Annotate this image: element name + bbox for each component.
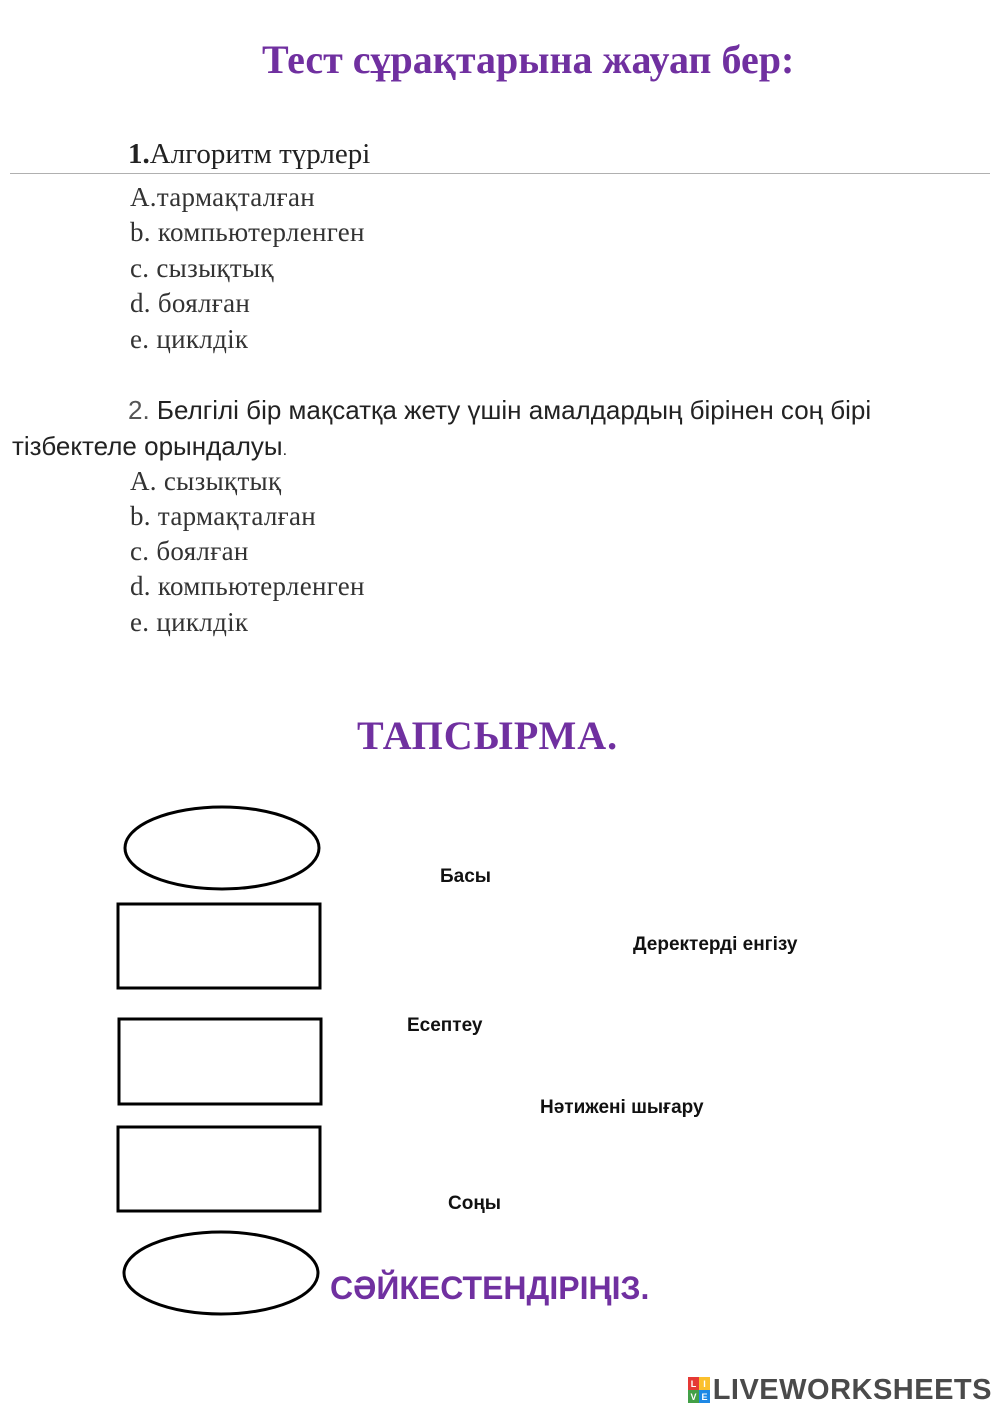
question-2-suffix: . — [282, 442, 288, 459]
input-box-dropzone[interactable] — [118, 904, 320, 988]
end-oval-dropzone[interactable] — [124, 1232, 318, 1314]
output-box-dropzone[interactable] — [118, 1127, 320, 1211]
label-end[interactable]: Соңы — [448, 1193, 502, 1214]
question-2-option-c[interactable]: с. боялған — [130, 536, 249, 566]
question-2-option-e[interactable]: е. циклдік — [130, 607, 249, 637]
question-1-option-d[interactable]: d. боялған — [130, 288, 251, 318]
brand-name: LIVEWORKSHEETS — [712, 1373, 992, 1406]
live-badge-letter-i: I — [702, 1379, 706, 1389]
question-2-option-a[interactable]: А. сызықтық — [130, 466, 282, 496]
question-1-option-c[interactable]: с. сызықтық — [130, 253, 274, 283]
label-start[interactable]: Басы — [440, 866, 492, 887]
question-1-option-e[interactable]: е. циклдік — [130, 324, 249, 354]
question-1-option-a[interactable]: А.тармақталған — [130, 182, 315, 212]
question-2-option-b[interactable]: b. тармақталған — [130, 501, 317, 531]
question-1-number: 1. — [128, 138, 150, 170]
live-badge-letter-l: L — [690, 1379, 696, 1389]
question-2-text: Белгілі бір мақсатқа жету үшін амалдардың бірінен соң бірі тізбектеле орындалуы — [12, 395, 872, 461]
match-heading: СӘЙКЕСТЕНДІРІҢІЗ. — [330, 1270, 650, 1306]
liveworksheets-logo — [688, 1374, 992, 1406]
label-compute[interactable]: Есептеу — [407, 1015, 483, 1036]
task-heading: ТАПСЫРМА. — [357, 713, 619, 758]
question-2-number: 2. — [128, 395, 150, 425]
compute-box-dropzone[interactable] — [119, 1019, 321, 1104]
question-1-option-b[interactable]: b. компьютерленген — [130, 217, 365, 247]
label-output[interactable]: Нәтижені шығару — [540, 1097, 704, 1118]
live-badge-icon — [688, 1377, 710, 1403]
page-title: Тест сұрақтарына жауап бер: — [262, 37, 795, 82]
question-2-option-d[interactable]: d. компьютерленген — [130, 571, 365, 601]
question-1-text: Алгоритм түрлері — [149, 138, 371, 170]
live-badge-letter-v: V — [690, 1392, 697, 1402]
label-input[interactable]: Деректерді енгізу — [633, 934, 798, 955]
live-badge-letter-e: E — [701, 1392, 708, 1402]
start-oval-dropzone[interactable] — [125, 807, 319, 889]
